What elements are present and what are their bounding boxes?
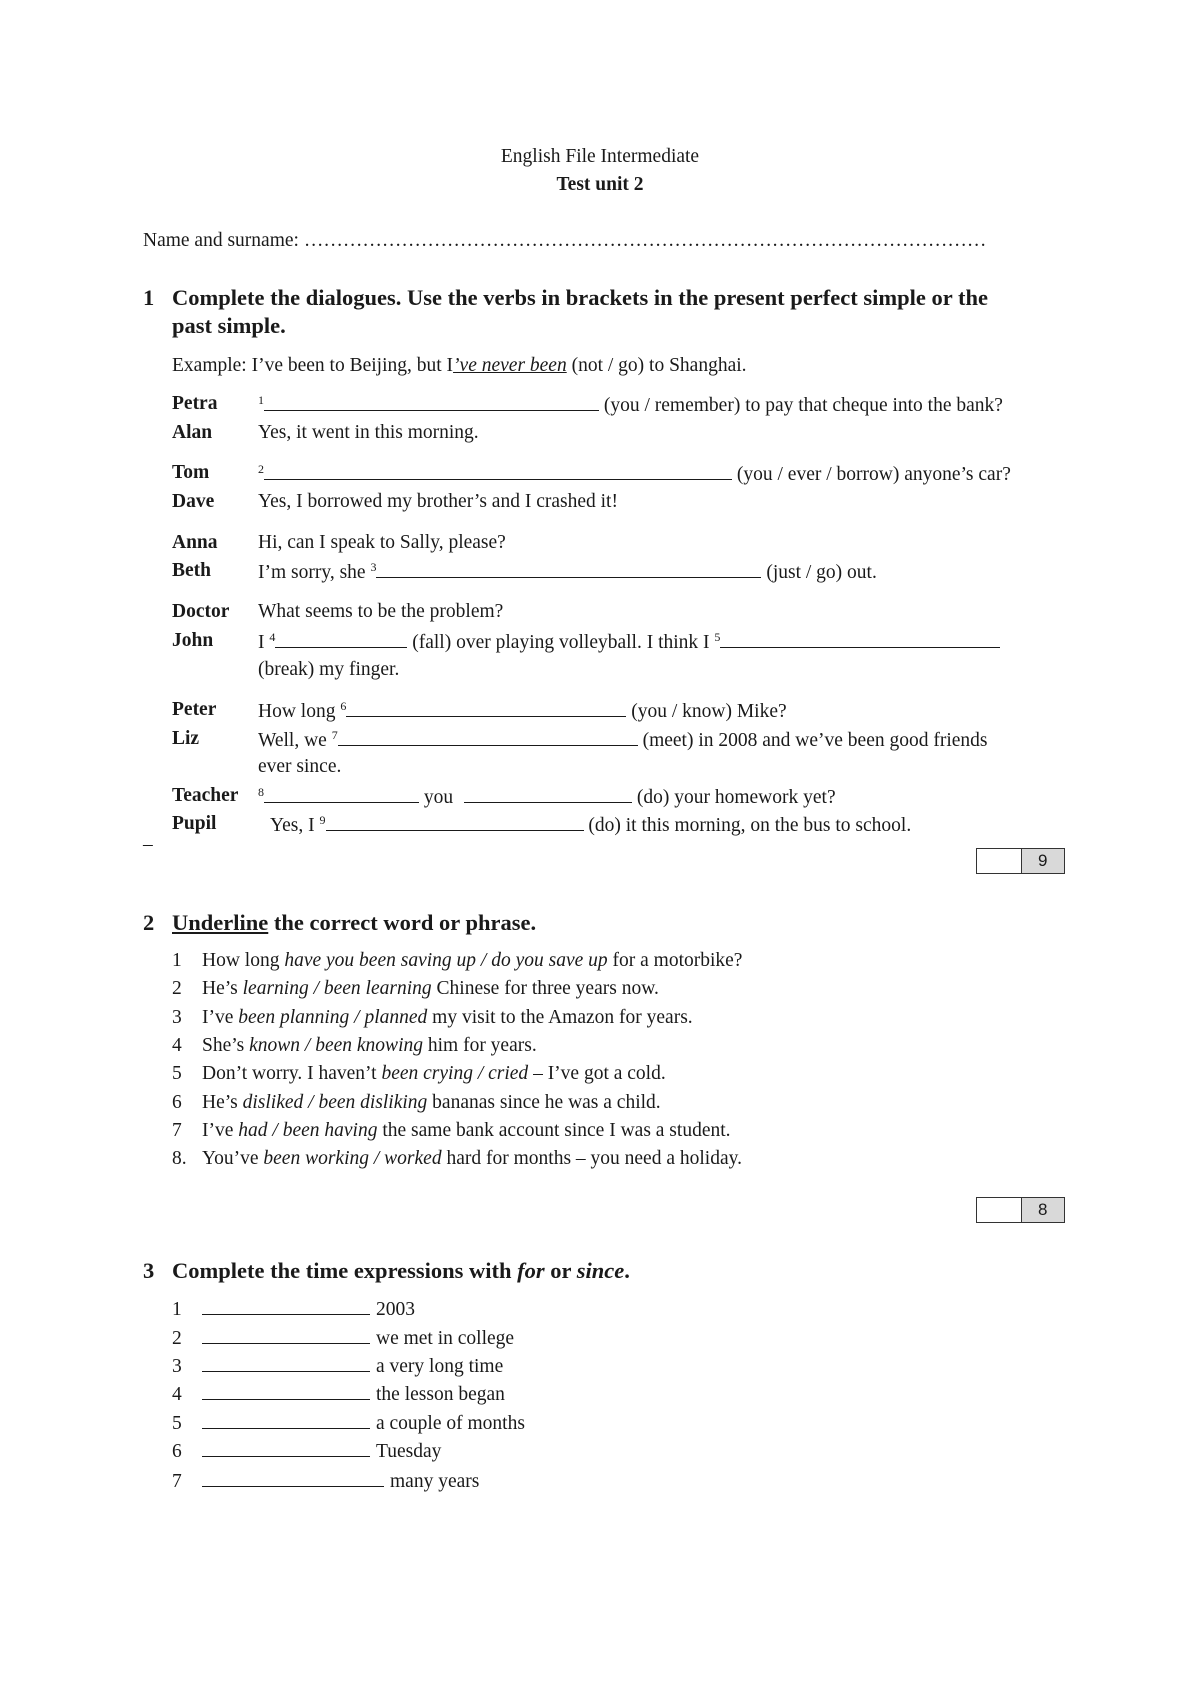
- answer-blank[interactable]: [202, 1354, 370, 1372]
- section1-example: [172, 355, 747, 377]
- dialogue-text: Hi, can I speak to Sally, please?: [258, 532, 506, 553]
- item-options[interactable]: had / been having: [238, 1119, 378, 1141]
- speaker-teacher: Teacher: [172, 785, 239, 806]
- list-item: [172, 1120, 731, 1142]
- speaker-doctor: Doctor: [172, 601, 230, 622]
- instruction-text: Complete the time expressions with: [172, 1258, 518, 1283]
- dialogue-line: [258, 785, 836, 809]
- item-text: Tuesday: [376, 1441, 442, 1462]
- answer-blank[interactable]: [202, 1439, 370, 1457]
- item-text: He’s: [202, 1091, 243, 1113]
- item-text: Chinese for three years now.: [431, 978, 659, 1000]
- section3-number: 3: [143, 1258, 155, 1283]
- list-item: [172, 1411, 525, 1435]
- section2-number: 2: [143, 910, 155, 935]
- gap-number: 6: [340, 699, 347, 713]
- score-entry-cell[interactable]: [977, 1198, 1022, 1222]
- section1-score-box: [976, 848, 1065, 874]
- speaker-tom: Tom: [172, 462, 210, 483]
- stray-mark: –: [143, 834, 153, 855]
- item-text: a couple of months: [376, 1413, 525, 1434]
- list-item: [172, 978, 659, 1000]
- item-number: 6: [172, 1441, 182, 1462]
- item-options[interactable]: known / been knowing: [249, 1034, 423, 1056]
- name-label: Name and surname:: [143, 230, 299, 251]
- dialogue-line: [258, 393, 1003, 417]
- answer-blank-2[interactable]: [264, 462, 732, 480]
- list-item: [172, 1469, 479, 1493]
- item-text: Don’t worry. I haven’t: [202, 1063, 382, 1085]
- dialogue-text: Yes, it went in this morning.: [258, 422, 479, 443]
- instruction-since: since: [576, 1258, 625, 1283]
- speaker-dave: Dave: [172, 491, 215, 512]
- score-entry-cell[interactable]: [977, 849, 1022, 873]
- answer-blank-6[interactable]: [346, 699, 626, 717]
- section1-instruction-line1: Complete the dialogues. Use the verbs in brackets in the present perfect simple or the: [172, 285, 988, 310]
- dialogue-text: (you / ever / borrow) anyone’s car?: [732, 464, 1011, 485]
- list-item: [172, 1354, 503, 1378]
- answer-blank[interactable]: [202, 1411, 370, 1429]
- instruction-text: or: [544, 1258, 577, 1283]
- item-options[interactable]: disliked / been disliking: [242, 1091, 428, 1113]
- item-text: She’s: [202, 1034, 250, 1056]
- item-text: the same bank account since I was a student.: [377, 1119, 731, 1141]
- gap-number: 5: [714, 630, 721, 644]
- speaker-anna: Anna: [172, 532, 218, 553]
- gap-number: 8: [258, 785, 264, 799]
- name-dots[interactable]: ……………………………………………………………………………………………: [303, 230, 987, 251]
- item-number: 2: [172, 978, 182, 1000]
- section1-max-score: 9: [1022, 849, 1065, 873]
- item-options[interactable]: been crying / cried: [381, 1063, 529, 1085]
- dialogue-text: How long: [258, 701, 341, 722]
- answer-blank-8b[interactable]: [464, 785, 632, 803]
- list-item: [172, 1382, 505, 1406]
- answer-blank[interactable]: [202, 1382, 370, 1400]
- section2-score-box: [976, 1197, 1065, 1223]
- list-item: [172, 1439, 441, 1463]
- item-number: 2: [172, 1328, 182, 1349]
- item-text: He’s: [202, 978, 243, 1000]
- dialogue-line: [258, 699, 787, 723]
- item-number: 1: [172, 1299, 182, 1320]
- list-item: [172, 950, 742, 972]
- item-text: my visit to the Amazon for years.: [427, 1006, 693, 1028]
- item-text: I’ve: [202, 1006, 239, 1028]
- list-item: [172, 1092, 661, 1114]
- item-text: – I’ve got a cold.: [528, 1063, 666, 1085]
- dialogue-text: (break) my finger.: [258, 659, 400, 680]
- name-line: [143, 230, 986, 252]
- answer-blank-7[interactable]: [338, 728, 638, 746]
- answer-blank-8a[interactable]: [264, 785, 419, 803]
- dialogue-line: [258, 630, 1000, 654]
- section1-number: 1: [143, 285, 155, 310]
- list-item: [172, 1297, 415, 1321]
- example-suffix: (not / go) to Shanghai.: [566, 355, 747, 376]
- dialogue-text: you: [419, 787, 458, 808]
- item-number: 1: [172, 950, 182, 971]
- instruction-rest: the correct word or phrase.: [268, 910, 537, 935]
- section3-instruction: [172, 1258, 630, 1284]
- item-number: 3: [172, 1356, 182, 1377]
- instruction-for: for: [517, 1258, 545, 1283]
- gap-number: 4: [269, 630, 276, 644]
- item-text: You’ve: [202, 1148, 264, 1170]
- item-options[interactable]: been planning / planned: [238, 1006, 428, 1028]
- list-item: [172, 1326, 514, 1350]
- item-number: 5: [172, 1413, 182, 1434]
- section2-max-score: 8: [1022, 1198, 1065, 1222]
- item-options[interactable]: learning / been learning: [242, 978, 432, 1000]
- speaker-alan: Alan: [172, 422, 213, 443]
- example-answer: ’ve never been: [453, 355, 567, 376]
- answer-blank[interactable]: [202, 1326, 370, 1344]
- dialogue-text: (fall) over playing volleyball. I think I: [407, 632, 715, 653]
- instruction-underline-word: Underline: [172, 910, 269, 935]
- answer-blank[interactable]: [202, 1469, 384, 1487]
- dialogue-line: [258, 462, 1011, 486]
- item-number: 3: [172, 1006, 182, 1028]
- dialogue-text: What seems to be the problem?: [258, 601, 504, 622]
- list-item: [172, 1007, 693, 1029]
- item-text: a very long time: [376, 1356, 504, 1377]
- item-number: 7: [172, 1471, 182, 1492]
- item-text: I’ve: [202, 1119, 239, 1141]
- dialogue-text: I’m sorry, she: [258, 562, 371, 583]
- item-options[interactable]: have you been saving up / do you save up: [284, 950, 608, 971]
- speaker-petra: Petra: [172, 393, 218, 414]
- speaker-liz: Liz: [172, 728, 200, 749]
- answer-blank-9[interactable]: [326, 813, 584, 831]
- dialogue-text: (you / remember) to pay that cheque into the bank?: [599, 395, 1003, 416]
- dialogue-text: Well, we: [258, 730, 332, 751]
- dialogue-text: (meet) in 2008 and we’ve been good friends: [637, 730, 988, 751]
- speaker-pupil: Pupil: [172, 813, 217, 834]
- item-text: bananas since he was a child.: [427, 1091, 661, 1113]
- item-text: many years: [390, 1471, 480, 1492]
- answer-blank-4[interactable]: [275, 630, 407, 648]
- test-subtitle: Test unit 2: [556, 174, 644, 195]
- item-text: hard for months – you need a holiday.: [441, 1148, 742, 1170]
- dialogue-text: Yes, I borrowed my brother’s and I crashed it!: [258, 491, 618, 512]
- item-number: 7: [172, 1119, 182, 1141]
- dialogue-text: ever since.: [258, 756, 342, 777]
- gap-number: 7: [331, 728, 338, 742]
- list-item: [172, 1035, 537, 1057]
- dialogue-line: [270, 813, 911, 837]
- dialogue-text: (do) your homework yet?: [632, 787, 836, 808]
- item-number: 8.: [172, 1148, 187, 1170]
- dialogue-text: (you / know) Mike?: [626, 701, 787, 722]
- dialogue-line: [258, 728, 988, 752]
- item-number: 5: [172, 1063, 182, 1085]
- dialogue-line: [258, 560, 877, 584]
- test-title: English File Intermediate: [500, 146, 700, 167]
- answer-blank-1[interactable]: [264, 393, 599, 411]
- instruction-text: .: [624, 1258, 630, 1283]
- dialogue-text: I: [258, 632, 270, 653]
- item-number: 6: [172, 1091, 182, 1113]
- section1-instruction-line2: past simple.: [172, 313, 286, 338]
- list-item: [172, 1148, 742, 1170]
- dialogue-text: Yes, I: [270, 815, 320, 836]
- answer-blank[interactable]: [202, 1297, 370, 1315]
- gap-number: 9: [319, 813, 326, 827]
- item-number: 4: [172, 1034, 182, 1056]
- item-text: How long: [202, 950, 285, 971]
- section2-instruction: [172, 910, 536, 936]
- speaker-john: John: [172, 630, 214, 651]
- item-text: 2003: [376, 1299, 415, 1320]
- item-text: we met in college: [376, 1328, 515, 1349]
- example-prefix: Example: I’ve been to Beijing, but I: [172, 355, 454, 376]
- item-text: the lesson began: [376, 1384, 505, 1405]
- dialogue-text: (just / go) out.: [761, 562, 877, 583]
- gap-number: 1: [258, 393, 264, 407]
- answer-blank-5[interactable]: [720, 630, 1000, 648]
- answer-blank-3[interactable]: [376, 560, 761, 578]
- gap-number: 2: [258, 462, 264, 476]
- item-options[interactable]: been working / worked: [263, 1148, 442, 1170]
- gap-number: 3: [370, 560, 377, 574]
- speaker-beth: Beth: [172, 560, 211, 581]
- list-item: [172, 1063, 666, 1085]
- item-number: 4: [172, 1384, 182, 1405]
- dialogue-text: (do) it this morning, on the bus to school.: [583, 815, 912, 836]
- item-text: for a motorbike?: [607, 950, 743, 971]
- speaker-peter: Peter: [172, 699, 217, 720]
- item-text: him for years.: [422, 1034, 537, 1056]
